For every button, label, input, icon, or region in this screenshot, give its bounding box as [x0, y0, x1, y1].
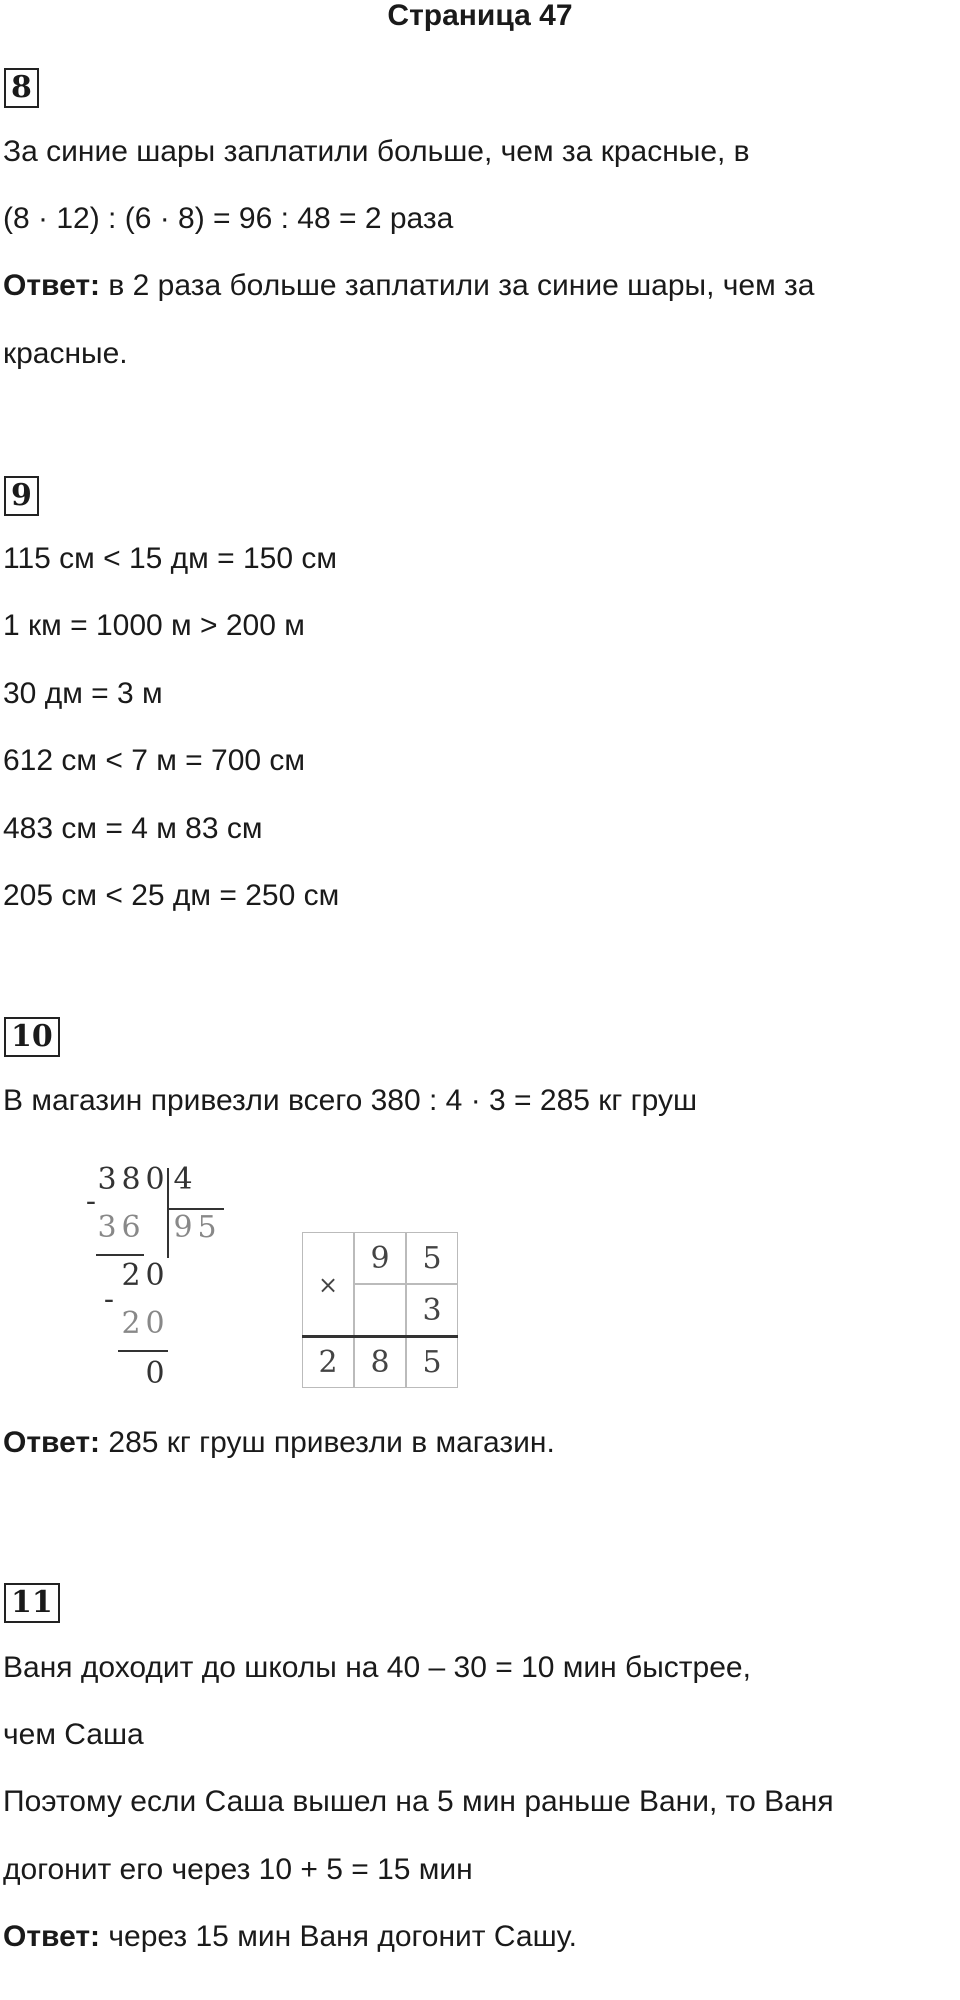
- division-vertical-line: [167, 1168, 169, 1258]
- task-9-line-2: 1 км = 1000 м > 200 м: [3, 609, 305, 642]
- answer-label: Ответ:: [3, 269, 101, 302]
- mul-result-line: [302, 1335, 458, 1338]
- answer-label: Ответ:: [3, 1920, 101, 1953]
- task-8-line-1: За синие шары заплатили больше, чем за красные, в: [3, 135, 750, 168]
- task-11-number: 11: [4, 1583, 60, 1623]
- task-8-line-2: (8 · 12) : (6 · 8) = 96 : 48 = 2 раза: [3, 202, 454, 235]
- mul-top-digit: 5: [406, 1232, 458, 1284]
- task-9-line-1: 115 см < 15 дм = 150 см: [3, 542, 338, 575]
- dividend-digit: 0: [145, 1162, 165, 1197]
- mul-result-digit: 2: [302, 1336, 354, 1388]
- task-9-line-3: 30 дм = 3 м: [3, 677, 163, 710]
- divisor: 4: [173, 1162, 193, 1197]
- result-digit: 0: [145, 1356, 165, 1391]
- mul-empty-cell: [354, 1284, 406, 1336]
- minus-sign: -: [85, 1184, 97, 1219]
- subtract-digit: 6: [121, 1210, 141, 1245]
- division-underline-1: [96, 1254, 144, 1256]
- division-underline-2: [118, 1350, 168, 1352]
- task-9-line-6: 205 см < 25 дм = 250 см: [3, 879, 340, 912]
- answer-text: 285 кг груш привезли в магазин.: [100, 1426, 555, 1459]
- task-11-line-3: Поэтому если Саша вышел на 5 мин раньше Вани, то Ваня: [3, 1785, 834, 1818]
- mul-result-digit: 5: [406, 1336, 458, 1388]
- task-8-number: 8: [4, 68, 39, 108]
- mul-top-digit: 9: [354, 1232, 406, 1284]
- dividend-digit: 3: [97, 1162, 117, 1197]
- task-10-line-1: В магазин привезли всего 380 : 4 · 3 = 285 кг груш: [3, 1084, 698, 1117]
- answer-text: через 15 мин Ваня догонит Сашу.: [100, 1920, 577, 1953]
- task-11-line-4: догонит его через 10 + 5 = 15 мин: [3, 1853, 473, 1886]
- task-9-line-5: 483 см = 4 м 83 см: [3, 812, 263, 845]
- remainder-digit: 0: [145, 1258, 165, 1293]
- dividend-digit: 8: [121, 1162, 141, 1197]
- remainder-digit: 2: [121, 1258, 141, 1293]
- subtract-digit: 3: [97, 1210, 117, 1245]
- task-8-answer: [3, 268, 814, 304]
- minus-sign: -: [103, 1282, 115, 1317]
- mul-result-digit: 8: [354, 1336, 406, 1388]
- answer-text: в 2 раза больше заплатили за синие шары, чем за: [100, 269, 815, 302]
- task-8-answer-cont: красные.: [3, 337, 128, 370]
- page-title: Страница 47: [387, 0, 573, 32]
- division-quotient-line: [168, 1208, 224, 1210]
- task-10-number: 10: [4, 1017, 60, 1057]
- task-11-line-1: Ваня доходит до школы на 40 – 30 = 10 мин быстрее,: [3, 1651, 751, 1684]
- answer-label: Ответ:: [3, 1426, 101, 1459]
- multiplication-grid: [302, 1232, 458, 1388]
- quotient-digit: 9: [173, 1210, 193, 1245]
- task-9-line-4: 612 см < 7 м = 700 см: [3, 744, 306, 777]
- subtract-digit: 0: [145, 1306, 165, 1341]
- task-11-answer: [3, 1919, 577, 1955]
- task-11-line-2: чем Саша: [3, 1718, 144, 1751]
- task-10-answer: [3, 1425, 555, 1461]
- subtract-digit: 2: [121, 1306, 141, 1341]
- quotient-digit: 5: [197, 1210, 217, 1245]
- task-9-number: 9: [4, 476, 39, 516]
- multiply-sign: ×: [302, 1232, 354, 1336]
- mul-bottom-digit: 3: [406, 1284, 458, 1336]
